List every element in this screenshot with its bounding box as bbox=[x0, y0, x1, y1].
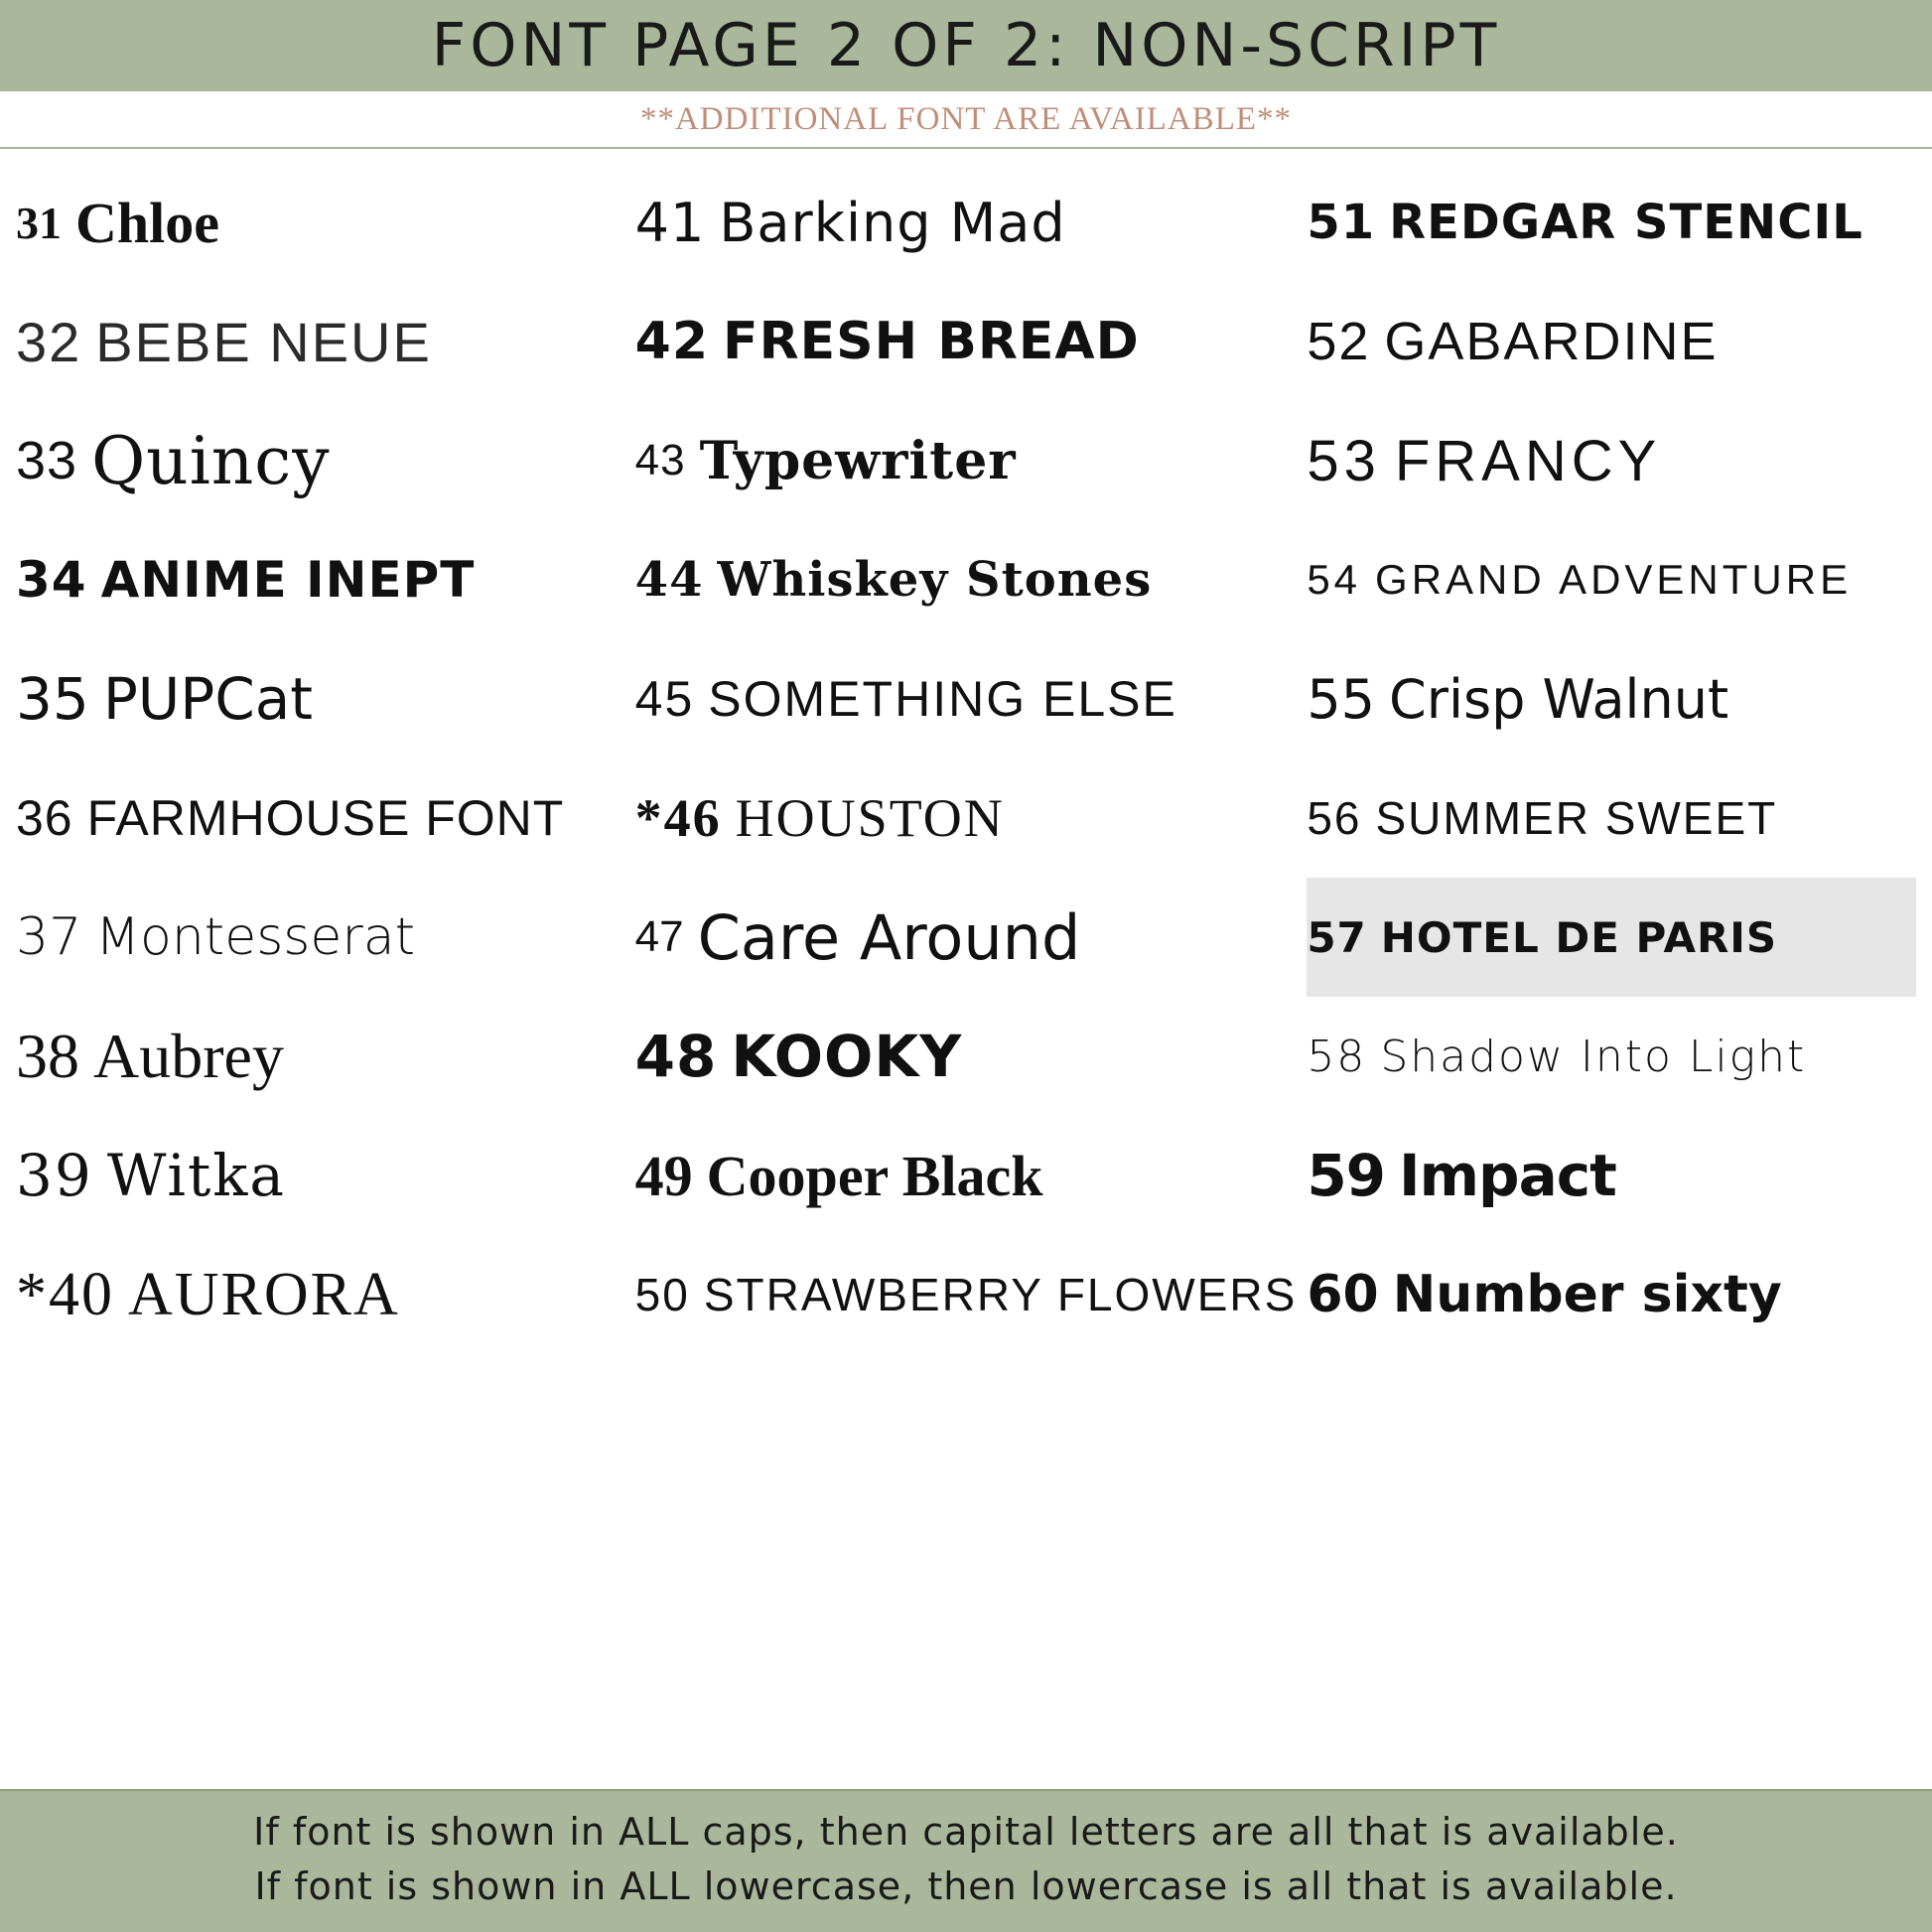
font-entry-41 bbox=[635, 163, 1298, 282]
font-entry-38 bbox=[16, 997, 625, 1116]
font-entry-34 bbox=[16, 520, 625, 639]
font-name: Montesserat bbox=[95, 907, 415, 967]
font-entry-60 bbox=[1307, 1235, 1916, 1354]
font-number: 36 bbox=[16, 790, 73, 846]
font-column-1 bbox=[16, 163, 625, 1789]
font-number: 38 bbox=[16, 1021, 79, 1091]
footer-note-line-2: If font is shown in ALL lowercase, then lowercase is all that is available. bbox=[254, 1863, 1678, 1908]
font-number: 58 bbox=[1307, 1031, 1367, 1082]
font-name: Witka bbox=[106, 1142, 286, 1209]
font-number: 33 bbox=[16, 431, 78, 490]
font-number: 55 bbox=[1307, 667, 1376, 731]
footer-note-line-1: If font is shown in ALL caps, then capital letters are all that is available. bbox=[253, 1809, 1679, 1854]
font-entry-52 bbox=[1307, 282, 1916, 401]
font-number: 48 bbox=[634, 1023, 718, 1090]
font-entry-37 bbox=[16, 878, 625, 997]
font-name: HOUSTON bbox=[735, 788, 1005, 848]
font-name: STRAWBERRY FLOWERS bbox=[703, 1269, 1298, 1320]
font-entry-31 bbox=[16, 163, 625, 282]
font-entry-55 bbox=[1307, 639, 1916, 759]
font-entry-50 bbox=[635, 1235, 1298, 1354]
font-name: HOTEL DE PARIS bbox=[1380, 912, 1778, 962]
font-entry-45 bbox=[635, 639, 1298, 759]
font-name: AURORA bbox=[128, 1260, 400, 1328]
font-number: 52 bbox=[1307, 312, 1371, 371]
font-name: GABARDINE bbox=[1384, 312, 1719, 371]
font-number: 43 bbox=[634, 436, 686, 484]
font-name: FRANCY bbox=[1394, 428, 1662, 493]
font-name: FRESH BREAD bbox=[723, 312, 1140, 371]
font-number: 53 bbox=[1307, 428, 1381, 493]
page-subtitle: **ADDITIONAL FONT ARE AVAILABLE** bbox=[639, 100, 1293, 137]
font-number: 37 bbox=[16, 907, 82, 967]
font-name: SUMMER SWEET bbox=[1375, 792, 1778, 844]
font-number: 57 bbox=[1307, 912, 1367, 962]
font-number: 54 bbox=[1307, 556, 1362, 603]
font-entry-39 bbox=[16, 1116, 625, 1235]
header-band bbox=[0, 0, 1932, 91]
font-entry-49 bbox=[635, 1116, 1298, 1235]
font-name: FARMHOUSE FONT bbox=[86, 790, 565, 846]
font-entry-35 bbox=[16, 639, 625, 759]
font-number: 34 bbox=[16, 551, 87, 609]
font-column-2 bbox=[635, 163, 1298, 1789]
font-name: SOMETHING ELSE bbox=[708, 671, 1177, 727]
font-entry-36 bbox=[16, 759, 625, 878]
font-entry-59 bbox=[1307, 1116, 1916, 1235]
font-entry-33 bbox=[16, 401, 625, 520]
font-entry-32 bbox=[16, 282, 625, 401]
font-name: Quincy bbox=[91, 422, 331, 499]
font-number: *40 bbox=[16, 1260, 114, 1328]
font-number: 44 bbox=[634, 552, 704, 608]
font-entry-56 bbox=[1307, 759, 1916, 878]
font-entry-58 bbox=[1307, 997, 1916, 1116]
footer-band bbox=[0, 1789, 1932, 1932]
font-entry-51 bbox=[1307, 163, 1916, 282]
font-name: ANIME INEPT bbox=[100, 551, 476, 609]
font-number: 42 bbox=[634, 312, 710, 371]
font-entry-57 bbox=[1307, 878, 1916, 997]
font-name: Impact bbox=[1399, 1142, 1616, 1209]
font-number: *46 bbox=[634, 788, 722, 848]
font-entry-53 bbox=[1307, 401, 1916, 520]
font-number: 45 bbox=[634, 671, 695, 727]
font-number: 31 bbox=[16, 197, 62, 248]
font-name: PUPCat bbox=[102, 665, 313, 733]
font-name: KOOKY bbox=[731, 1023, 963, 1090]
font-number: 41 bbox=[634, 191, 706, 254]
font-name: GRAND ADVENTURE bbox=[1375, 556, 1853, 603]
font-name: Whiskey Stones bbox=[717, 552, 1153, 608]
font-number: 60 bbox=[1307, 1265, 1379, 1324]
font-name: Care Around bbox=[697, 900, 1081, 974]
font-number: 47 bbox=[634, 912, 684, 961]
font-name: Chloe bbox=[75, 190, 219, 255]
font-entry-40 bbox=[16, 1235, 625, 1354]
font-entry-46 bbox=[635, 759, 1298, 878]
font-entry-54 bbox=[1307, 520, 1916, 639]
font-number: 51 bbox=[1307, 195, 1376, 250]
font-name: Number sixty bbox=[1392, 1265, 1782, 1324]
font-entry-47 bbox=[635, 878, 1298, 997]
font-column-3 bbox=[1307, 163, 1916, 1789]
subheader-band bbox=[0, 91, 1932, 149]
font-number: 32 bbox=[16, 310, 82, 373]
font-number: 56 bbox=[1307, 792, 1362, 844]
font-number: 50 bbox=[634, 1269, 690, 1320]
font-entry-42 bbox=[635, 282, 1298, 401]
font-number: 49 bbox=[634, 1143, 693, 1208]
font-number: 39 bbox=[16, 1142, 93, 1209]
font-entry-48 bbox=[635, 997, 1298, 1116]
font-name: Shadow Into Light bbox=[1380, 1031, 1807, 1082]
font-name: Cooper Black bbox=[706, 1143, 1043, 1208]
font-name: Crisp Walnut bbox=[1389, 667, 1729, 731]
font-name: Barking Mad bbox=[719, 191, 1066, 254]
font-name: BEBE NEUE bbox=[95, 310, 432, 373]
page-title: FONT PAGE 2 OF 2: NON-SCRIPT bbox=[431, 11, 1501, 80]
font-number: 35 bbox=[16, 665, 89, 733]
font-number: 59 bbox=[1307, 1142, 1386, 1209]
font-name: Aubrey bbox=[93, 1021, 284, 1091]
font-entry-44 bbox=[635, 520, 1298, 639]
font-entry-43 bbox=[635, 401, 1298, 520]
font-name: REDGAR STENCIL bbox=[1389, 195, 1863, 250]
font-list-grid bbox=[0, 149, 1932, 1789]
font-name: Typewriter bbox=[699, 430, 1017, 491]
